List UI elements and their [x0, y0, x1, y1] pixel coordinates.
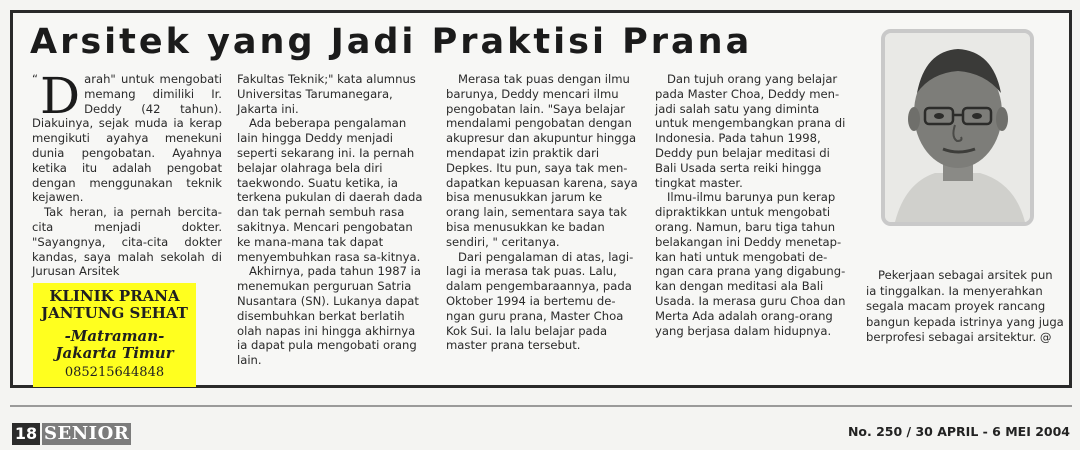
column-2-paragraph-3: Akhirnya, pada tahun 1987 ia menemukan perguruan Satria Nusantara (SN). Lukanya dapat disembuhkan berkat berlatih olah napas ini hingga akhirnya ia dapat pula mengobati orang lain.: [237, 264, 421, 368]
photo-caption: [866, 268, 1064, 346]
ad-location-line-2: Jakarta Timur: [55, 344, 174, 362]
ad-phone-number: 085215644848: [64, 365, 165, 380]
column-3-paragraph-2: Dari pengalaman di atas, lagi-lagi ia merasa tak puas. Lalu, dalam pengembaraannya, pada Oktober 1994 ia bertemu de-ngan guru prana, Master Choa Kok Sui. Ia lalu belajar pada master prana tersebut.: [446, 249, 634, 353]
column-2-paragraph-2: Ada beberapa pengalaman lain hingga Deddy menjadi seperti sekarang ini. Ia pernah belajar olahraga bela diri taekwondo. Suatu ketika, ia terkena pukulan di daerah dada dan tak pernah sembuh rasa sakitnya. Mencari pengobatan ke mana-mana tak dapat menyembuhkan rasa sa-kitnya.: [237, 116, 423, 264]
ad-clinic-name-line-1: KLINIK PRANA: [49, 287, 180, 305]
page-number: 18: [12, 423, 40, 445]
column-3-paragraph-1: Merasa tak puas dengan ilmu barunya, Deddy mencari ilmu pengobatan lain. "Saya belajar mendalami pengobatan dengan akupresur dan akupuntur hingga mendapat izin praktik dari Depkes. Itu pun, saya tak men-dapatkan kepuasan karena, saya bisa menusukkan jarum ke orang lain, sementara saya tak bisa menusukkan ke badan sendiri, " ceritanya.: [446, 72, 638, 249]
article-title: Arsitek yang Jadi Praktisi Prana: [30, 22, 753, 62]
ad-clinic-name-line-2: JANTUNG SEHAT: [41, 304, 188, 322]
magazine-brand: SENIOR: [44, 423, 130, 444]
portrait-illustration: [885, 33, 1030, 222]
clinic-advertisement: [33, 283, 196, 387]
photo-caption-text: Pekerjaan sebagai arsitek pun ia tinggalkan. Ia menyerahkan segala macam proyek rancang bangun kepada istrinya yang juga berprofesi sebagai arsitektur. @: [866, 268, 1064, 345]
column-2: [237, 72, 429, 368]
column-1-paragraph-1: [32, 67, 222, 205]
drop-cap: D: [40, 67, 81, 125]
column-4: [655, 72, 851, 338]
column-4-paragraph-1: Dan tujuh orang yang belajar pada Master Choa, Deddy men-jadi salah satu yang diminta untuk mengembangkan prana di Indonesia. Pada tahun 1998, Deddy pun belajar meditasi di Bali Usada serta reiki hingga tingkat master.: [655, 72, 846, 190]
column-4-paragraph-2: Ilmu-ilmu barunya pun kerap dipraktikkan untuk mengobati orang. Namun, baru tiga tahun belakangan ini Deddy menetap-kan hati untuk mengobati de-ngan cara prana yang digabung-kan dengan meditasi ala Bali Usada. Ia merasa guru Choa dan Merta Ada adalah orang-orang yang berjasa dalam hidupnya.: [655, 190, 846, 338]
column-1-paragraph-1-text: arah" untuk mengobati memang dimiliki Ir. Deddy (42 tahun). Diakuinya, sejak muda ia kerap mengikuti ayahya menekuni dunia pengobatan. Ayahnya ketika itu adalah pengobat dengan menggunakan teknik kejawen.: [32, 72, 222, 205]
column-1-paragraph-2: Tak heran, ia pernah bercita-cita menjadi dokter. "Sayangnya, cita-cita dokter kandas, saya malah sekolah di Jurusan Arsitek: [32, 205, 222, 279]
ad-location-line-1: -Matraman-: [64, 327, 165, 345]
column-1: [32, 67, 222, 279]
footer-divider: [10, 405, 1072, 407]
column-2-paragraph-1: Fakultas Teknik;" kata alumnus Universitas Tarumanegara, Jakarta ini.: [237, 72, 416, 116]
column-3: [446, 72, 638, 353]
opening-quote: “: [32, 72, 39, 86]
issue-info: No. 250 / 30 APRIL - 6 MEI 2004: [847, 424, 1070, 439]
portrait-photo: [881, 29, 1034, 226]
